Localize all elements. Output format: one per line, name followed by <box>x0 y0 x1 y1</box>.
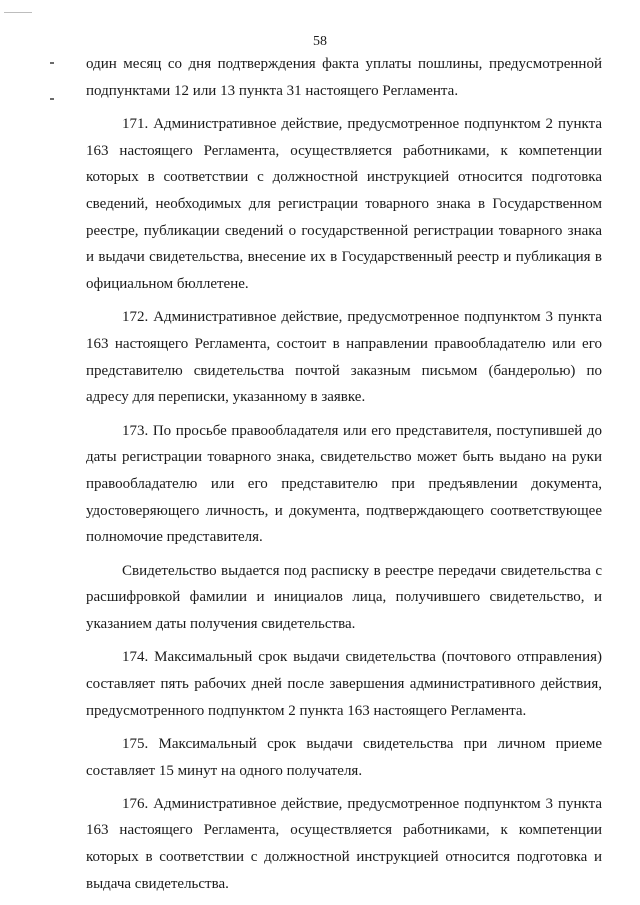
margin-mark <box>50 62 54 64</box>
paragraph-171: 171. Административное действие, предусмотренное подпунктом 2 пункта 163 настоящего Регламента, осуществляется работниками, к компетенции которых в соответствии с должностной инструкцией относится подготовка сведений, необходимых для регистрации товарного знака в Государственном реестре, публикации сведений о государственной регистрации товарного знака и выдачи свидетельства, внесение их в Государственный реестр и публикация в официальном бюллетене. <box>86 115 602 293</box>
paragraph-173: 173. По просьбе правообладателя или его представителя, поступившей до даты регистрации товарного знака, свидетельство может быть выдано на руки правообладателю или его представителю при предъявлении документа, удостоверяющего личность, и документа, подтверждающего соответствующее полномочие представителя. <box>86 422 602 546</box>
paragraph-174: 174. Максимальный срок выдачи свидетельства (почтового отправления) составляет пять рабочих дней после завершения административного действия, предусмотренного подпунктом 2 пункта 163 настоящего Регламента. <box>86 649 602 719</box>
paragraph-175: 175. Максимальный срок выдачи свидетельства при личном приеме составляет 15 минут на одного получателя. <box>86 735 602 779</box>
paragraph-certificate-receipt: Свидетельство выдается под расписку в реестре передачи свидетельства с расшифровкой фамилии и инициалов лица, получившего свидетельство, и указанием даты получения свидетельства. <box>86 562 602 633</box>
scan-artifact-line <box>4 12 32 13</box>
paragraph-172: 172. Административное действие, предусмотренное подпунктом 3 пункта 163 настоящего Регламента, состоит в направлении правообладателю или его представителю свидетельства почтой заказным письмом (бандеролью) по адресу для переписки, указанному в заявке. <box>86 309 602 406</box>
paragraph-continuation: один месяц со дня подтверждения факта уплаты пошлины, предусмотренной подпунктами 12 или 13 пункта 31 настоящего Регламента. <box>86 56 602 99</box>
page-number: 58 <box>313 34 327 49</box>
paragraph-176: 176. Административное действие, предусмотренное подпунктом 3 пункта 163 настоящего Регламента, осуществляется работниками, к компетенции которых в соответствии с должностной инструкцией относится подготовка и выдача свидетельства. <box>86 795 602 892</box>
margin-mark <box>50 98 54 100</box>
document-body <box>86 51 602 904</box>
